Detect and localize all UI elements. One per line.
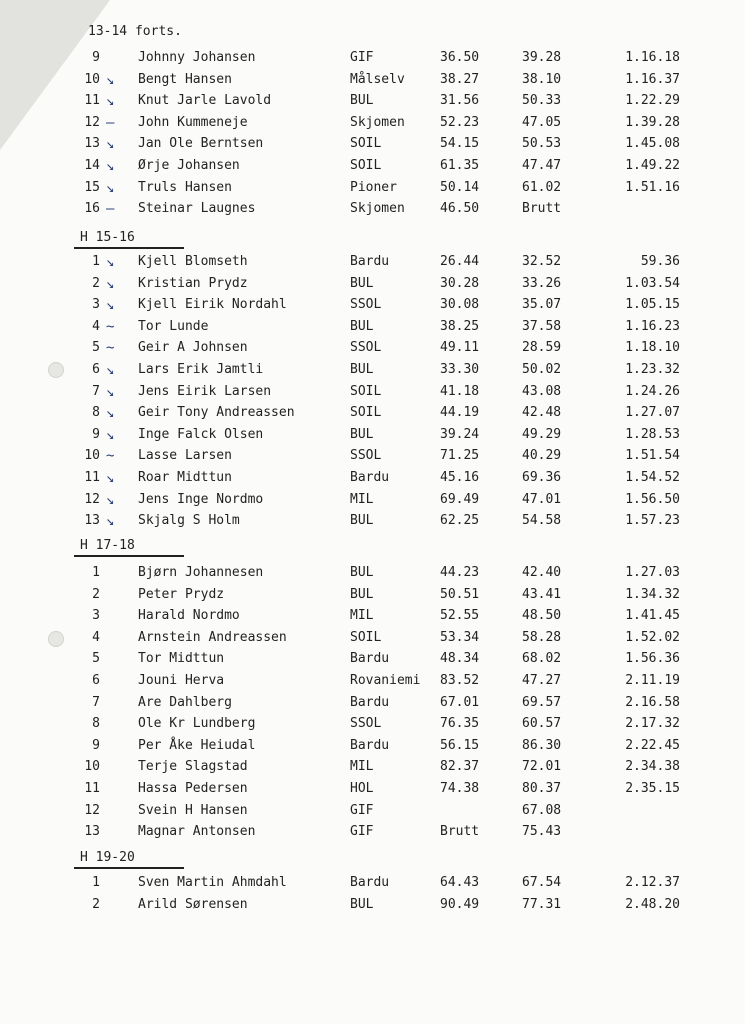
place-number: 2 bbox=[92, 896, 100, 912]
club-name: Skjomen bbox=[350, 201, 405, 217]
second-time: 28.59 bbox=[522, 340, 562, 356]
first-time: 30.28 bbox=[440, 275, 480, 291]
first-time: 76.35 bbox=[440, 716, 480, 732]
check-mark: ↘ bbox=[106, 383, 115, 400]
club-name: SSOL bbox=[350, 340, 382, 356]
first-time: 36.50 bbox=[440, 50, 480, 65]
second-time: 72.01 bbox=[522, 759, 562, 775]
place-number: 1 bbox=[92, 565, 100, 580]
first-time: 33.30 bbox=[440, 362, 480, 377]
club-name: GIF bbox=[350, 50, 374, 65]
second-time: 33.26 bbox=[522, 275, 562, 291]
total-time: 1.03.54 bbox=[625, 275, 680, 291]
total-time: 1.51.54 bbox=[625, 448, 680, 464]
first-time: 39.24 bbox=[440, 426, 480, 442]
first-time: 56.15 bbox=[440, 737, 480, 753]
athlete-name: Jens Eirik Larsen bbox=[138, 383, 272, 399]
athlete-name: Hassa Pedersen bbox=[138, 781, 248, 796]
total-time: 1.41.45 bbox=[625, 608, 680, 624]
first-time: 50.51 bbox=[440, 586, 480, 602]
check-mark: — bbox=[106, 201, 115, 218]
club-name: Bardu bbox=[350, 875, 390, 890]
athlete-name: Harald Nordmo bbox=[138, 608, 240, 624]
check-mark: ↘ bbox=[106, 71, 115, 88]
club-name: Bardu bbox=[350, 254, 390, 269]
club-name: Bardu bbox=[350, 737, 390, 753]
athlete-name: Per Åke Heiudal bbox=[138, 737, 256, 753]
club-name: GIF bbox=[350, 802, 374, 818]
athlete-name: John Kummeneje bbox=[138, 114, 248, 130]
club-name: BUL bbox=[350, 586, 374, 602]
club-name: Skjomen bbox=[350, 114, 405, 130]
second-time: 67.54 bbox=[522, 875, 562, 890]
first-time: 50.14 bbox=[440, 179, 480, 195]
place-number: 15 bbox=[84, 179, 100, 195]
second-time: 47.27 bbox=[522, 673, 562, 688]
check-mark: ↘ bbox=[106, 426, 115, 443]
athlete-name: Lars Erik Jamtli bbox=[138, 362, 264, 377]
second-time: 69.36 bbox=[522, 470, 562, 485]
athlete-name: Kjell Blomseth bbox=[138, 254, 248, 269]
club-name: BUL bbox=[350, 565, 374, 580]
class-heading-underline bbox=[74, 867, 184, 869]
second-time: 68.02 bbox=[522, 651, 562, 667]
total-time: 1.49.22 bbox=[625, 158, 680, 173]
total-time: 1.22.29 bbox=[625, 93, 680, 109]
club-name: BUL bbox=[350, 513, 374, 529]
club-name: SOIL bbox=[350, 136, 382, 152]
check-mark: ↘ bbox=[106, 470, 115, 486]
class-heading-underline bbox=[74, 555, 184, 557]
first-time: 83.52 bbox=[440, 673, 480, 688]
club-name: Rovaniemi bbox=[350, 673, 421, 688]
check-mark: ↘ bbox=[106, 136, 115, 153]
club-name: SOIL bbox=[350, 158, 382, 173]
club-name: BUL bbox=[350, 275, 374, 291]
second-time: 43.08 bbox=[522, 383, 562, 399]
punch-hole bbox=[48, 362, 64, 378]
total-time: 1.28.53 bbox=[625, 426, 680, 442]
check-mark: ↘ bbox=[106, 405, 115, 422]
check-mark: ↘ bbox=[106, 362, 115, 378]
place-number: 7 bbox=[92, 694, 100, 710]
total-time: 2.17.32 bbox=[625, 716, 680, 732]
second-time: 47.01 bbox=[522, 491, 562, 507]
club-name: SOIL bbox=[350, 405, 382, 421]
club-name: Bardu bbox=[350, 651, 390, 667]
first-time: 26.44 bbox=[440, 254, 480, 269]
second-time: 60.57 bbox=[522, 716, 562, 732]
place-number: 9 bbox=[92, 426, 100, 442]
check-mark: ~ bbox=[106, 448, 115, 465]
athlete-name: Inge Falck Olsen bbox=[138, 426, 264, 442]
total-time: 1.16.23 bbox=[625, 318, 680, 334]
check-mark: ~ bbox=[106, 318, 115, 335]
check-mark: ↘ bbox=[106, 158, 115, 174]
place-number: 8 bbox=[92, 716, 100, 732]
first-time: 38.25 bbox=[440, 318, 480, 334]
athlete-name: Roar Midttun bbox=[138, 470, 232, 485]
first-time: 64.43 bbox=[440, 875, 480, 890]
total-time: 1.27.07 bbox=[625, 405, 680, 421]
check-mark: — bbox=[106, 114, 115, 131]
place-number: 11 bbox=[84, 781, 100, 796]
first-time: 44.23 bbox=[440, 565, 480, 580]
first-time: 74.38 bbox=[440, 781, 480, 796]
place-number: 3 bbox=[92, 608, 100, 624]
check-mark: ↘ bbox=[106, 513, 115, 530]
second-time: 47.05 bbox=[522, 114, 562, 130]
total-time: 1.16.37 bbox=[625, 71, 680, 87]
place-number: 7 bbox=[92, 383, 100, 399]
total-time: 1.18.10 bbox=[625, 340, 680, 356]
athlete-name: Ole Kr Lundberg bbox=[138, 716, 256, 732]
athlete-name: Peter Prydz bbox=[138, 586, 225, 602]
place-number: 5 bbox=[92, 340, 100, 356]
total-time: 1.56.50 bbox=[625, 491, 680, 507]
punch-hole bbox=[48, 631, 64, 647]
total-time: 1.39.28 bbox=[625, 114, 680, 130]
total-time: 2.34.38 bbox=[625, 759, 680, 775]
club-name: BUL bbox=[350, 93, 374, 109]
total-time: 2.12.37 bbox=[625, 875, 680, 890]
total-time: 1.16.18 bbox=[625, 50, 680, 65]
second-time: 39.28 bbox=[522, 50, 562, 65]
club-name: MIL bbox=[350, 608, 374, 624]
place-number: 6 bbox=[92, 673, 100, 688]
first-time: 53.34 bbox=[440, 629, 480, 645]
check-mark: ↘ bbox=[106, 179, 115, 196]
place-number: 1 bbox=[92, 254, 100, 269]
place-number: 2 bbox=[92, 275, 100, 291]
club-name: Målselv bbox=[350, 71, 405, 87]
athlete-name: Bjørn Johannesen bbox=[138, 565, 264, 580]
place-number: 9 bbox=[92, 50, 100, 65]
class-heading: H 17-18 bbox=[80, 538, 135, 553]
second-time: 69.57 bbox=[522, 694, 562, 710]
athlete-name: Magnar Antonsen bbox=[138, 824, 256, 840]
athlete-name: Lasse Larsen bbox=[138, 448, 232, 464]
athlete-name: Sven Martin Ahmdahl bbox=[138, 875, 287, 890]
first-time: 38.27 bbox=[440, 71, 480, 87]
first-time: 61.35 bbox=[440, 158, 480, 173]
athlete-name: Terje Slagstad bbox=[138, 759, 248, 775]
second-time: 86.30 bbox=[522, 737, 562, 753]
club-name: Bardu bbox=[350, 694, 390, 710]
total-time: 1.57.23 bbox=[625, 513, 680, 529]
class-heading: H 19-20 bbox=[80, 850, 135, 865]
total-time: 1.34.32 bbox=[625, 586, 680, 602]
club-name: HOL bbox=[350, 781, 374, 796]
athlete-name: Johnny Johansen bbox=[138, 50, 256, 65]
place-number: 3 bbox=[92, 297, 100, 313]
club-name: GIF bbox=[350, 824, 374, 840]
second-time: 50.02 bbox=[522, 362, 562, 377]
place-number: 13 bbox=[84, 513, 100, 529]
check-mark: ~ bbox=[106, 340, 115, 357]
first-time: 41.18 bbox=[440, 383, 480, 399]
athlete-name: Jouni Herva bbox=[138, 673, 225, 688]
second-time: 58.28 bbox=[522, 629, 562, 645]
club-name: MIL bbox=[350, 491, 374, 507]
second-time: 49.29 bbox=[522, 426, 562, 442]
total-time: 1.51.16 bbox=[625, 179, 680, 195]
first-time: 62.25 bbox=[440, 513, 480, 529]
athlete-name: Knut Jarle Lavold bbox=[138, 93, 272, 109]
club-name: SSOL bbox=[350, 297, 382, 313]
second-time: 67.08 bbox=[522, 802, 562, 818]
first-time: 90.49 bbox=[440, 896, 480, 912]
club-name: BUL bbox=[350, 362, 374, 377]
second-time: 61.02 bbox=[522, 179, 562, 195]
total-time: 1.52.02 bbox=[625, 629, 680, 645]
check-mark: ↘ bbox=[106, 297, 115, 314]
club-name: Pioner bbox=[350, 179, 397, 195]
athlete-name: Jens Inge Nordmo bbox=[138, 491, 264, 507]
check-mark: ↘ bbox=[106, 93, 115, 110]
athlete-name: Geir Tony Andreassen bbox=[138, 405, 295, 421]
first-time: 46.50 bbox=[440, 201, 480, 217]
total-time: 1.05.15 bbox=[625, 297, 680, 313]
total-time: 1.27.03 bbox=[625, 565, 680, 580]
total-time: 1.56.36 bbox=[625, 651, 680, 667]
second-time: 80.37 bbox=[522, 781, 562, 796]
first-time: 69.49 bbox=[440, 491, 480, 507]
total-time: 2.16.58 bbox=[625, 694, 680, 710]
check-mark: ↘ bbox=[106, 254, 115, 270]
athlete-name: Tor Lunde bbox=[138, 318, 209, 334]
athlete-name: Steinar Laugnes bbox=[138, 201, 256, 217]
second-time: 48.50 bbox=[522, 608, 562, 624]
total-time: 2.35.15 bbox=[625, 781, 680, 796]
club-name: SSOL bbox=[350, 448, 382, 464]
club-name: BUL bbox=[350, 426, 374, 442]
place-number: 12 bbox=[84, 491, 100, 507]
athlete-name: Tor Midttun bbox=[138, 651, 225, 667]
first-time: 71.25 bbox=[440, 448, 480, 464]
second-time: 42.48 bbox=[522, 405, 562, 421]
second-time: Brutt bbox=[522, 201, 562, 217]
place-number: 6 bbox=[92, 362, 100, 377]
second-time: 40.29 bbox=[522, 448, 562, 464]
club-name: BUL bbox=[350, 896, 374, 912]
first-time: 52.55 bbox=[440, 608, 480, 624]
second-time: 47.47 bbox=[522, 158, 562, 173]
total-time: 59.36 bbox=[640, 254, 680, 269]
place-number: 13 bbox=[84, 136, 100, 152]
place-number: 5 bbox=[92, 651, 100, 667]
place-number: 12 bbox=[84, 114, 100, 130]
athlete-name: Jan Ole Berntsen bbox=[138, 136, 264, 152]
check-mark: ↘ bbox=[106, 275, 115, 292]
first-time: 54.15 bbox=[440, 136, 480, 152]
total-time: 2.22.45 bbox=[625, 737, 680, 753]
place-number: 11 bbox=[84, 93, 100, 109]
athlete-name: Bengt Hansen bbox=[138, 71, 232, 87]
first-time: 44.19 bbox=[440, 405, 480, 421]
first-time: 48.34 bbox=[440, 651, 480, 667]
place-number: 11 bbox=[84, 470, 100, 485]
total-time: 1.24.26 bbox=[625, 383, 680, 399]
second-time: 50.53 bbox=[522, 136, 562, 152]
place-number: 12 bbox=[84, 802, 100, 818]
first-time: 52.23 bbox=[440, 114, 480, 130]
first-time: 67.01 bbox=[440, 694, 480, 710]
club-name: SOIL bbox=[350, 383, 382, 399]
total-time: 2.11.19 bbox=[625, 673, 680, 688]
page-title: 13-14 forts. bbox=[88, 24, 182, 39]
total-time: 2.48.20 bbox=[625, 896, 680, 912]
place-number: 9 bbox=[92, 737, 100, 753]
total-time: 1.23.32 bbox=[625, 362, 680, 377]
check-mark: ↘ bbox=[106, 491, 115, 508]
athlete-name: Arild Sørensen bbox=[138, 896, 248, 912]
second-time: 42.40 bbox=[522, 565, 562, 580]
place-number: 16 bbox=[84, 201, 100, 217]
second-time: 37.58 bbox=[522, 318, 562, 334]
place-number: 8 bbox=[92, 405, 100, 421]
second-time: 38.10 bbox=[522, 71, 562, 87]
first-time: 45.16 bbox=[440, 470, 480, 485]
place-number: 10 bbox=[84, 448, 100, 464]
place-number: 1 bbox=[92, 875, 100, 890]
second-time: 75.43 bbox=[522, 824, 562, 840]
athlete-name: Skjalg S Holm bbox=[138, 513, 240, 529]
athlete-name: Are Dahlberg bbox=[138, 694, 232, 710]
club-name: SSOL bbox=[350, 716, 382, 732]
total-time: 1.45.08 bbox=[625, 136, 680, 152]
athlete-name: Truls Hansen bbox=[138, 179, 232, 195]
first-time: 31.56 bbox=[440, 93, 480, 109]
place-number: 4 bbox=[92, 629, 100, 645]
second-time: 54.58 bbox=[522, 513, 562, 529]
athlete-name: Geir A Johnsen bbox=[138, 340, 248, 356]
club-name: BUL bbox=[350, 318, 374, 334]
place-number: 14 bbox=[84, 158, 100, 173]
athlete-name: Svein H Hansen bbox=[138, 802, 248, 818]
first-time: Brutt bbox=[440, 824, 480, 840]
athlete-name: Ørje Johansen bbox=[138, 158, 240, 173]
second-time: 50.33 bbox=[522, 93, 562, 109]
place-number: 2 bbox=[92, 586, 100, 602]
class-heading: H 15-16 bbox=[80, 230, 135, 245]
place-number: 4 bbox=[92, 318, 100, 334]
second-time: 35.07 bbox=[522, 297, 562, 313]
total-time: 1.54.52 bbox=[625, 470, 680, 485]
second-time: 32.52 bbox=[522, 254, 562, 269]
club-name: MIL bbox=[350, 759, 374, 775]
place-number: 10 bbox=[84, 71, 100, 87]
place-number: 10 bbox=[84, 759, 100, 775]
first-time: 30.08 bbox=[440, 297, 480, 313]
place-number: 13 bbox=[84, 824, 100, 840]
club-name: Bardu bbox=[350, 470, 390, 485]
second-time: 43.41 bbox=[522, 586, 562, 602]
first-time: 49.11 bbox=[440, 340, 480, 356]
athlete-name: Arnstein Andreassen bbox=[138, 629, 287, 645]
first-time: 82.37 bbox=[440, 759, 480, 775]
athlete-name: Kjell Eirik Nordahl bbox=[138, 297, 287, 313]
second-time: 77.31 bbox=[522, 896, 562, 912]
class-heading-underline bbox=[74, 247, 184, 249]
club-name: SOIL bbox=[350, 629, 382, 645]
athlete-name: Kristian Prydz bbox=[138, 275, 248, 291]
